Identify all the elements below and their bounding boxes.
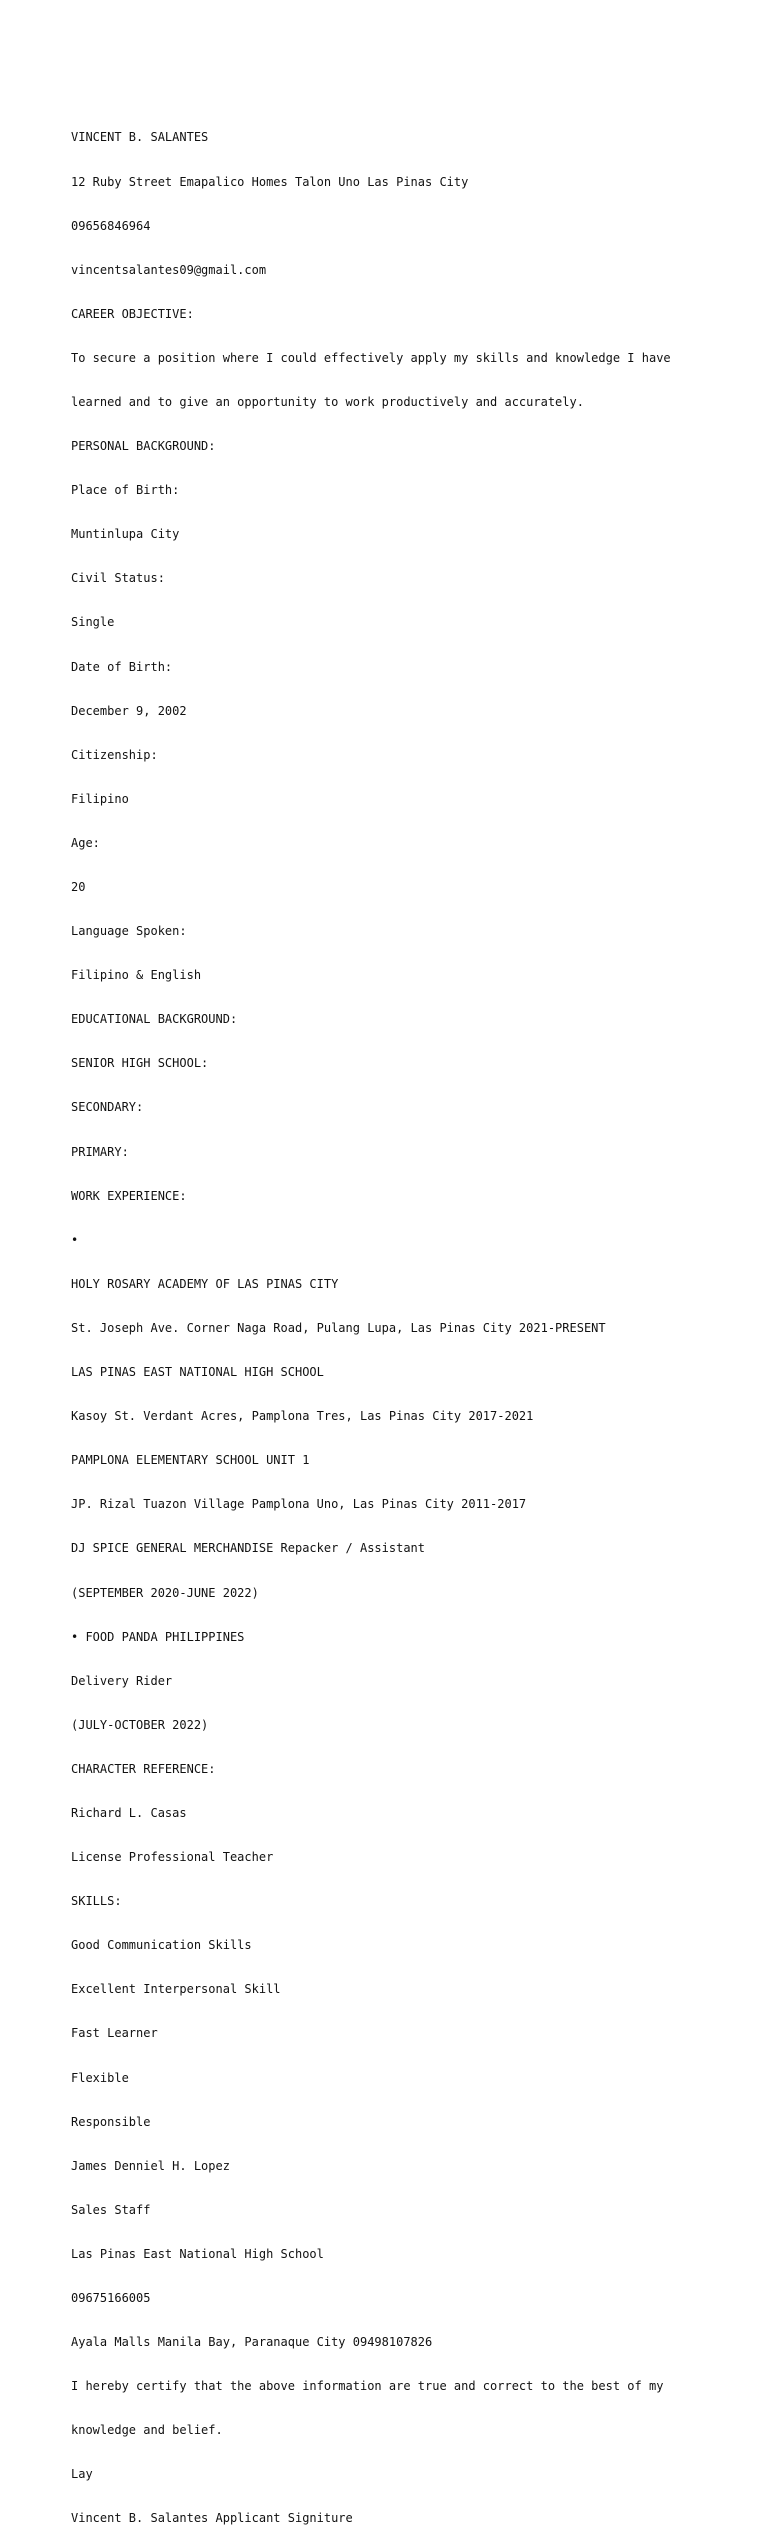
reference-title: License Professional Teacher: [71, 1850, 274, 1865]
skill-item: Responsible: [71, 2114, 151, 2129]
certification-statement: knowledge and belief.: [71, 2423, 223, 2438]
phone-number: 09656846964: [71, 218, 151, 233]
signature-label: Vincent B. Salantes Applicant Signiture: [71, 2511, 353, 2526]
section-heading-skills: SKILLS:: [71, 1894, 122, 1909]
school-name: PAMPLONA ELEMENTARY SCHOOL UNIT 1: [71, 1453, 310, 1468]
field-value-place-of-birth: Muntinlupa City: [71, 527, 180, 542]
work-period: (JULY-OCTOBER 2022): [71, 1717, 209, 1732]
education-level-senior-high: SENIOR HIGH SCHOOL:: [71, 1056, 209, 1071]
reference-phone: 09675166005: [71, 2291, 151, 2305]
reference-title: Sales Staff: [71, 2202, 151, 2217]
work-role: Delivery Rider: [71, 1673, 173, 1688]
reference-organization: Las Pinas East National High School: [71, 2246, 324, 2261]
applicant-name: VINCENT B. SALANTES: [71, 130, 209, 145]
field-value-citizenship: Filipino: [71, 791, 129, 806]
education-level-secondary: SECONDARY:: [71, 1100, 144, 1115]
field-value-date-of-birth: December 9, 2002: [71, 703, 187, 718]
skill-item: Flexible: [71, 2070, 129, 2085]
work-period: (SEPTEMBER 2020-JUNE 2022): [71, 1585, 259, 1600]
school-address: JP. Rizal Tuazon Village Pamplona Uno, Las Pinas City 2011-2017: [71, 1497, 527, 1512]
section-heading-character-reference: CHARACTER REFERENCE:: [71, 1761, 216, 1776]
field-label-age: Age:: [71, 835, 100, 850]
skill-item: Excellent Interpersonal Skill: [71, 1982, 281, 1997]
skill-item: Good Communication Skills: [71, 1938, 252, 1953]
section-heading-personal-background: PERSONAL BACKGROUND:: [71, 439, 216, 454]
signature: Lay: [71, 2467, 93, 2482]
field-value-age: 20: [71, 880, 86, 894]
field-value-civil-status: Single: [71, 615, 115, 630]
field-label-language-spoken: Language Spoken:: [71, 924, 187, 939]
section-heading-career-objective: CAREER OBJECTIVE:: [71, 306, 194, 321]
school-address: Kasoy St. Verdant Acres, Pamplona Tres, Las Pinas City 2017-2021: [71, 1409, 534, 1424]
field-label-civil-status: Civil Status:: [71, 571, 165, 586]
reference-name: Richard L. Casas: [71, 1805, 187, 1820]
career-objective-text: To secure a position where I could effectively apply my skills and knowledge I have: [71, 350, 671, 365]
resume-document: [71, 101, 711, 2541]
education-level-primary: PRIMARY:: [71, 1144, 129, 1159]
school-name: HOLY ROSARY ACADEMY OF LAS PINAS CITY: [71, 1276, 339, 1291]
section-heading-work-experience: WORK EXPERIENCE:: [71, 1188, 187, 1203]
school-name: LAS PINAS EAST NATIONAL HIGH SCHOOL: [71, 1365, 324, 1380]
certification-statement: I hereby certify that the above information are true and correct to the best of my: [71, 2379, 664, 2394]
bullet-icon: •: [71, 1232, 79, 1247]
field-label-date-of-birth: Date of Birth:: [71, 659, 173, 674]
work-employer-role: DJ SPICE GENERAL MERCHANDISE Repacker / Assistant: [71, 1541, 426, 1556]
address: 12 Ruby Street Emapalico Homes Talon Uno Las Pinas City: [71, 174, 469, 189]
reference-name: James Denniel H. Lopez: [71, 2158, 230, 2173]
skill-item: Fast Learner: [71, 2026, 158, 2041]
field-label-citizenship: Citizenship:: [71, 747, 158, 762]
section-heading-educational-background: EDUCATIONAL BACKGROUND:: [71, 1012, 238, 1027]
school-address: St. Joseph Ave. Corner Naga Road, Pulang Lupa, Las Pinas City 2021-PRESENT: [71, 1320, 606, 1335]
field-label-place-of-birth: Place of Birth:: [71, 483, 180, 498]
reference-address-phone: Ayala Malls Manila Bay, Paranaque City 09498107826: [71, 2335, 433, 2350]
field-value-language-spoken: Filipino & English: [71, 968, 202, 983]
email-address: vincentsalantes09@gmail.com: [71, 262, 267, 277]
work-employer: • FOOD PANDA PHILIPPINES: [71, 1629, 245, 1644]
career-objective-text: learned and to give an opportunity to work productively and accurately.: [71, 394, 584, 409]
